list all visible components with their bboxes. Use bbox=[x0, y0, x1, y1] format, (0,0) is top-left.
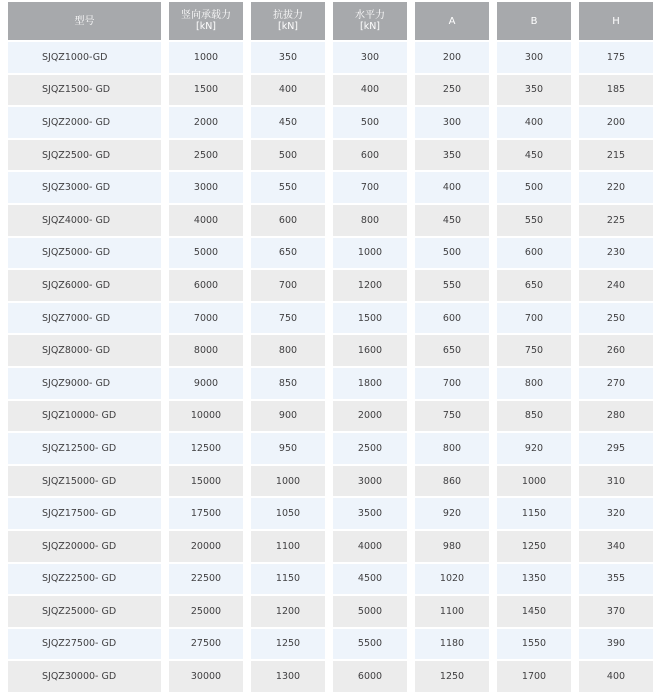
cell-vertical-load: 1500 bbox=[169, 75, 243, 106]
table-row bbox=[8, 564, 653, 595]
table-row bbox=[8, 661, 653, 692]
cell-model: SJQZ6000- GD bbox=[8, 270, 161, 301]
cell-horizontal: 1800 bbox=[333, 368, 407, 399]
cell-h: 310 bbox=[579, 466, 653, 497]
cell-b: 850 bbox=[497, 401, 571, 432]
cell-vertical-load: 30000 bbox=[169, 661, 243, 692]
cell-b: 600 bbox=[497, 238, 571, 269]
cell-uplift: 600 bbox=[251, 205, 325, 236]
table-row bbox=[8, 629, 653, 660]
cell-a: 350 bbox=[415, 140, 489, 171]
header-uplift: 抗拔力 [kN] bbox=[251, 2, 325, 40]
cell-horizontal: 4000 bbox=[333, 531, 407, 562]
cell-vertical-load: 15000 bbox=[169, 466, 243, 497]
cell-a: 650 bbox=[415, 335, 489, 366]
table-row bbox=[8, 140, 653, 171]
cell-model: SJQZ30000- GD bbox=[8, 661, 161, 692]
cell-vertical-load: 1000 bbox=[169, 42, 243, 73]
table-row bbox=[8, 107, 653, 138]
cell-vertical-load: 2000 bbox=[169, 107, 243, 138]
cell-model: SJQZ25000- GD bbox=[8, 596, 161, 627]
cell-vertical-load: 5000 bbox=[169, 238, 243, 269]
cell-model: SJQZ2000- GD bbox=[8, 107, 161, 138]
cell-b: 1350 bbox=[497, 564, 571, 595]
cell-uplift: 400 bbox=[251, 75, 325, 106]
cell-b: 800 bbox=[497, 368, 571, 399]
cell-horizontal: 2500 bbox=[333, 433, 407, 464]
cell-vertical-load: 4000 bbox=[169, 205, 243, 236]
table-row bbox=[8, 335, 653, 366]
cell-vertical-load: 7000 bbox=[169, 303, 243, 334]
cell-horizontal: 6000 bbox=[333, 661, 407, 692]
cell-horizontal: 1600 bbox=[333, 335, 407, 366]
cell-a: 400 bbox=[415, 172, 489, 203]
cell-vertical-load: 3000 bbox=[169, 172, 243, 203]
cell-a: 1020 bbox=[415, 564, 489, 595]
cell-a: 600 bbox=[415, 303, 489, 334]
cell-vertical-load: 10000 bbox=[169, 401, 243, 432]
cell-b: 700 bbox=[497, 303, 571, 334]
cell-h: 185 bbox=[579, 75, 653, 106]
cell-model: SJQZ10000- GD bbox=[8, 401, 161, 432]
cell-h: 240 bbox=[579, 270, 653, 301]
cell-a: 750 bbox=[415, 401, 489, 432]
cell-vertical-load: 2500 bbox=[169, 140, 243, 171]
header-model: 型号 bbox=[8, 2, 161, 40]
cell-a: 500 bbox=[415, 238, 489, 269]
cell-model: SJQZ4000- GD bbox=[8, 205, 161, 236]
cell-h: 215 bbox=[579, 140, 653, 171]
cell-uplift: 500 bbox=[251, 140, 325, 171]
table-row bbox=[8, 75, 653, 106]
cell-b: 400 bbox=[497, 107, 571, 138]
cell-horizontal: 300 bbox=[333, 42, 407, 73]
cell-vertical-load: 9000 bbox=[169, 368, 243, 399]
cell-vertical-load: 17500 bbox=[169, 498, 243, 529]
cell-uplift: 550 bbox=[251, 172, 325, 203]
cell-uplift: 900 bbox=[251, 401, 325, 432]
cell-model: SJQZ12500- GD bbox=[8, 433, 161, 464]
cell-model: SJQZ17500- GD bbox=[8, 498, 161, 529]
cell-h: 280 bbox=[579, 401, 653, 432]
cell-horizontal: 700 bbox=[333, 172, 407, 203]
cell-uplift: 1100 bbox=[251, 531, 325, 562]
cell-model: SJQZ1500- GD bbox=[8, 75, 161, 106]
cell-uplift: 450 bbox=[251, 107, 325, 138]
cell-vertical-load: 27500 bbox=[169, 629, 243, 660]
cell-a: 800 bbox=[415, 433, 489, 464]
cell-b: 650 bbox=[497, 270, 571, 301]
cell-model: SJQZ20000- GD bbox=[8, 531, 161, 562]
cell-model: SJQZ2500- GD bbox=[8, 140, 161, 171]
cell-b: 350 bbox=[497, 75, 571, 106]
header-vertical-load: 竖向承载力 [kN] bbox=[169, 2, 243, 40]
cell-h: 320 bbox=[579, 498, 653, 529]
cell-a: 1100 bbox=[415, 596, 489, 627]
cell-horizontal: 500 bbox=[333, 107, 407, 138]
cell-uplift: 1300 bbox=[251, 661, 325, 692]
cell-a: 550 bbox=[415, 270, 489, 301]
table-row bbox=[8, 401, 653, 432]
cell-h: 230 bbox=[579, 238, 653, 269]
cell-h: 270 bbox=[579, 368, 653, 399]
table-row bbox=[8, 531, 653, 562]
header-h: H bbox=[579, 2, 653, 40]
cell-h: 295 bbox=[579, 433, 653, 464]
cell-a: 920 bbox=[415, 498, 489, 529]
cell-h: 340 bbox=[579, 531, 653, 562]
header-b: B bbox=[497, 2, 571, 40]
cell-model: SJQZ15000- GD bbox=[8, 466, 161, 497]
cell-model: SJQZ9000- GD bbox=[8, 368, 161, 399]
cell-vertical-load: 25000 bbox=[169, 596, 243, 627]
cell-a: 450 bbox=[415, 205, 489, 236]
cell-h: 355 bbox=[579, 564, 653, 595]
cell-horizontal: 5000 bbox=[333, 596, 407, 627]
cell-h: 200 bbox=[579, 107, 653, 138]
table-row bbox=[8, 596, 653, 627]
cell-a: 1180 bbox=[415, 629, 489, 660]
cell-uplift: 750 bbox=[251, 303, 325, 334]
cell-horizontal: 4500 bbox=[333, 564, 407, 595]
cell-a: 1250 bbox=[415, 661, 489, 692]
cell-a: 980 bbox=[415, 531, 489, 562]
cell-vertical-load: 6000 bbox=[169, 270, 243, 301]
cell-a: 250 bbox=[415, 75, 489, 106]
cell-horizontal: 2000 bbox=[333, 401, 407, 432]
cell-h: 250 bbox=[579, 303, 653, 334]
cell-b: 550 bbox=[497, 205, 571, 236]
cell-h: 225 bbox=[579, 205, 653, 236]
cell-a: 700 bbox=[415, 368, 489, 399]
cell-b: 920 bbox=[497, 433, 571, 464]
table-row bbox=[8, 433, 653, 464]
cell-model: SJQZ22500- GD bbox=[8, 564, 161, 595]
cell-vertical-load: 22500 bbox=[169, 564, 243, 595]
cell-h: 390 bbox=[579, 629, 653, 660]
cell-b: 1000 bbox=[497, 466, 571, 497]
cell-uplift: 650 bbox=[251, 238, 325, 269]
cell-uplift: 1050 bbox=[251, 498, 325, 529]
cell-a: 200 bbox=[415, 42, 489, 73]
cell-b: 300 bbox=[497, 42, 571, 73]
cell-uplift: 1150 bbox=[251, 564, 325, 595]
cell-h: 260 bbox=[579, 335, 653, 366]
cell-model: SJQZ27500- GD bbox=[8, 629, 161, 660]
header-horizontal: 水平力 [kN] bbox=[333, 2, 407, 40]
cell-model: SJQZ7000- GD bbox=[8, 303, 161, 334]
cell-uplift: 950 bbox=[251, 433, 325, 464]
cell-h: 400 bbox=[579, 661, 653, 692]
cell-b: 450 bbox=[497, 140, 571, 171]
cell-horizontal: 3000 bbox=[333, 466, 407, 497]
cell-horizontal: 1500 bbox=[333, 303, 407, 334]
header-a: A bbox=[415, 2, 489, 40]
table-row bbox=[8, 42, 653, 73]
cell-horizontal: 3500 bbox=[333, 498, 407, 529]
cell-b: 750 bbox=[497, 335, 571, 366]
table-row bbox=[8, 238, 653, 269]
cell-model: SJQZ1000-GD bbox=[8, 42, 161, 73]
cell-horizontal: 400 bbox=[333, 75, 407, 106]
cell-horizontal: 800 bbox=[333, 205, 407, 236]
cell-horizontal: 1000 bbox=[333, 238, 407, 269]
cell-b: 500 bbox=[497, 172, 571, 203]
cell-uplift: 1200 bbox=[251, 596, 325, 627]
cell-uplift: 1250 bbox=[251, 629, 325, 660]
cell-uplift: 1000 bbox=[251, 466, 325, 497]
table-row bbox=[8, 303, 653, 334]
cell-uplift: 350 bbox=[251, 42, 325, 73]
cell-b: 1250 bbox=[497, 531, 571, 562]
cell-vertical-load: 8000 bbox=[169, 335, 243, 366]
table-row bbox=[8, 466, 653, 497]
cell-b: 1150 bbox=[497, 498, 571, 529]
cell-b: 1450 bbox=[497, 596, 571, 627]
header-row bbox=[8, 2, 653, 40]
cell-horizontal: 1200 bbox=[333, 270, 407, 301]
cell-model: SJQZ8000- GD bbox=[8, 335, 161, 366]
cell-uplift: 700 bbox=[251, 270, 325, 301]
cell-uplift: 850 bbox=[251, 368, 325, 399]
cell-horizontal: 600 bbox=[333, 140, 407, 171]
table-row bbox=[8, 270, 653, 301]
table-row bbox=[8, 498, 653, 529]
cell-uplift: 800 bbox=[251, 335, 325, 366]
cell-horizontal: 5500 bbox=[333, 629, 407, 660]
cell-vertical-load: 12500 bbox=[169, 433, 243, 464]
cell-h: 175 bbox=[579, 42, 653, 73]
table-row bbox=[8, 368, 653, 399]
table-row bbox=[8, 205, 653, 236]
cell-model: SJQZ5000- GD bbox=[8, 238, 161, 269]
cell-model: SJQZ3000- GD bbox=[8, 172, 161, 203]
cell-h: 370 bbox=[579, 596, 653, 627]
cell-h: 220 bbox=[579, 172, 653, 203]
cell-b: 1700 bbox=[497, 661, 571, 692]
cell-vertical-load: 20000 bbox=[169, 531, 243, 562]
cell-a: 300 bbox=[415, 107, 489, 138]
cell-b: 1550 bbox=[497, 629, 571, 660]
table-row bbox=[8, 172, 653, 203]
cell-a: 860 bbox=[415, 466, 489, 497]
